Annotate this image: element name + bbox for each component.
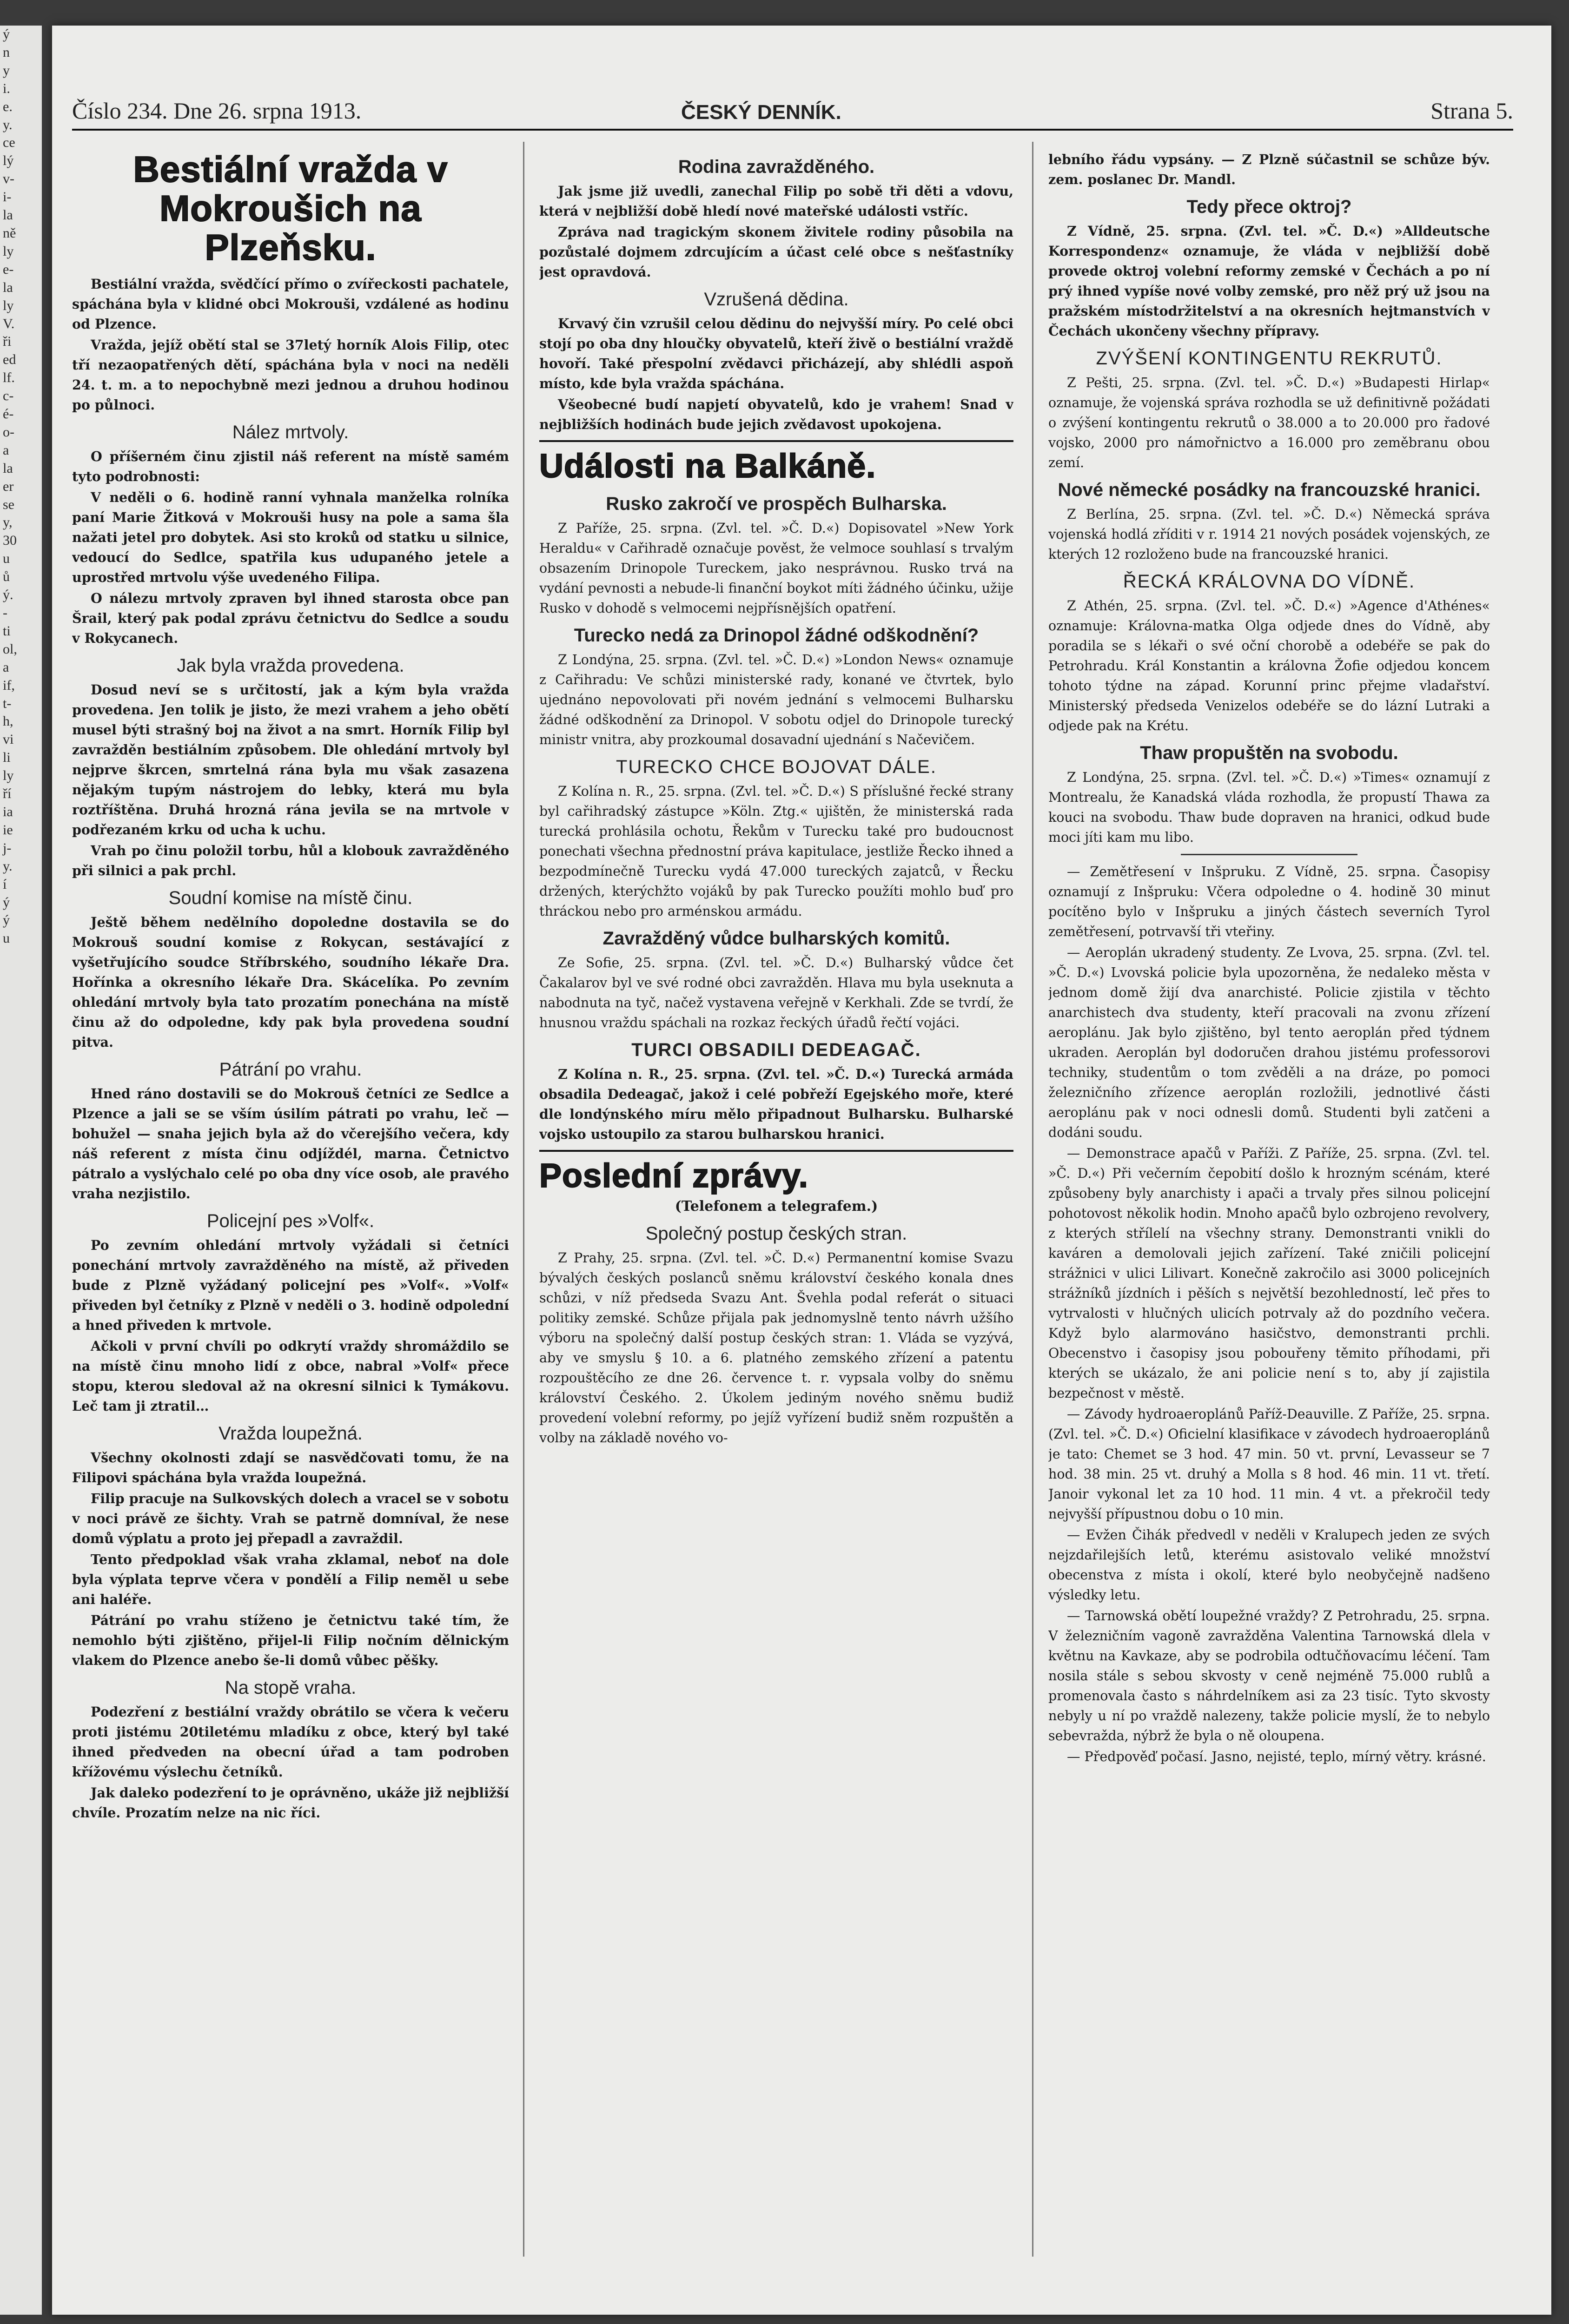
strip-fragment: ří <box>3 786 12 802</box>
strip-fragment: if, <box>3 677 15 693</box>
subheading: Nález mrtvoly. <box>232 422 349 442</box>
strip-fragment: í <box>3 876 7 892</box>
column-3 <box>1048 150 1490 2274</box>
paragraph: Vražda, jejíž obětí stal se 37letý horník Alois Filip, otec tří nezaopatřených dětí, spáchána byla v noci na neděli 24. t. m. a to nepochybně mezi jednou a druhou hodinou po půlnoci. <box>72 337 509 413</box>
paragraph: Hned ráno dostavili se do Mokrouš četníci ze Sedlce a Plzence a jali se se vším úsilím pátrati po vrahu, leč — bohužel — snaha jejich byla až do včerejšího večera, kdy náš referent z místa činu odjíždél, marna. Četnictvo pátralo a vyslýchalo celé po oba dny více osob, ale pravého vraha nezjistilo. <box>72 1086 509 1202</box>
subheading: Společný postup českých stran. <box>645 1223 907 1244</box>
paragraph: Z Vídně, 25. srpna. (Zvl. tel. »Č. D.«) »Alldeutsche Korrespondenz« oznamuje, že vláda v nejbližší době provede oktroj volební reformy zemské v Čechách a po ní prý ihned vypíše nové volby zemské, pro něž prý už jsou na pražském místodržitelství a na okresních hejtmanstvích v Čechách ukončeny všechny přípravy. <box>1048 223 1490 339</box>
subheading: Turecko nedá za Drinopol žádné odškodnění? <box>574 625 979 646</box>
column-rule <box>523 142 524 2257</box>
section-title-balkan: Události na Balkáně. <box>539 440 1013 487</box>
strip-fragment: ů <box>3 569 10 585</box>
strip-fragment: y, <box>3 515 13 530</box>
subheading: Na stopě vraha. <box>225 1677 357 1698</box>
strip-fragment: i- <box>3 189 12 205</box>
strip-fragment: lf. <box>3 370 15 386</box>
divider <box>1181 854 1357 855</box>
paragraph: Po zevním ohledání mrtvoly vyžádali si četníci ponechání mrtvoly zavražděného na místě, až přiveden bude z Plzně vyžádaný policejní pes »Volf«. »Volf« přiveden byl četníky z Plzně v neděli o 3. hodině odpolední a hned přiveden k mrtvole. <box>72 1237 509 1333</box>
subheading: Rusko zakročí ve prospěch Bulharska. <box>606 494 947 514</box>
strip-fragment: e- <box>3 261 14 277</box>
column-1 <box>72 150 509 2274</box>
strip-fragment: vi <box>3 732 14 747</box>
paragraph: V neděli o 6. hodině ranní vyhnala manželka rolníka paní Marie Žitková v Mokrouši husy na pole a sama šla nažati jetel pro dobytek. Asi sto kroků od statku u silnice, vedoucí do Sedlce, spatřila kus udupaného jetele a uprostřed mrtvolu výše uvedeného Filipa. <box>72 489 509 585</box>
strip-fragment: o- <box>3 424 14 440</box>
subheading: TURCI OBSADILI DEDEAGAČ. <box>631 1040 921 1060</box>
strip-fragment: 30 <box>3 533 17 548</box>
paragraph: Všechny okolnosti zdají se nasvědčovati tomu, že na Filipovi spáchána byla vražda loupežná. <box>72 1450 509 1486</box>
news-brief: — Evžen Čihák předvedl v neděli v Kralupech jeden ze svých nejzdařilejších letů, kterému asistovalo veliké množství obecenstva z místa i okolí, které bylo neobyčejně nadšeno výsledky letu. <box>1048 1527 1490 1603</box>
subheading: Vražda loupežná. <box>218 1423 363 1444</box>
subheading: ŘECKÁ KRÁLOVNA DO VÍDNĚ. <box>1123 571 1416 592</box>
column-2 <box>539 150 1013 2274</box>
strip-fragment: la <box>3 279 13 295</box>
subheading: Tedy přece oktroj? <box>1186 197 1352 217</box>
paragraph: lebního řádu vypsány. — Z Plzně súčastnil se schůze býv. zem. poslanec Dr. Mandl. <box>1048 152 1490 187</box>
strip-fragment: se <box>3 496 14 512</box>
strip-fragment: i. <box>3 80 10 96</box>
strip-fragment: - <box>3 605 7 621</box>
paragraph: Z Londýna, 25. srpna. (Zvl. tel. »Č. D.«) »London News« oznamuje z Cařihradu: Ve schůzi ministerské rady, konané ve čtvrtek, bylo ujednáno nepovolovati při novém jednání s velmocemi Bulharsku žádné odškodnění za Drinopol. V sobotu odjel do Drinopole turecký ministr vnitra, aby prozkoumal dosavadní ujednání s Načevičem. <box>539 652 1013 747</box>
strip-fragment: ly <box>3 297 14 313</box>
paragraph: O nálezu mrtvoly zpraven byl ihned starosta obce pan Šrail, který pak podal zprávu četnictvu do Sedlce a soudu v Rokycanech. <box>72 590 509 646</box>
masthead: ČESKÝ DENNÍK. <box>681 101 841 124</box>
paragraph: Jak daleko podezření to je oprávněno, ukáže již nejbližší chvíle. Prozatím nelze na nic říci. <box>72 1785 509 1821</box>
subheading: Pátrání po vrahu. <box>219 1059 362 1080</box>
strip-fragment: lý <box>3 153 14 169</box>
strip-fragment: ý <box>3 894 10 910</box>
news-brief: — Demonstrace apačů v Paříži. Z Paříže, 25. srpna. (Zvl. tel. »Č. D.«) Při večerním čepobití došlo k hrozným scénám, které způsobeny byly anarchisty i apači a trvaly přes silnou policejní pohotovost několik hodin. Mnoho apačů bylo ozbrojeno revolvery, z kterých střílelí na všechny strany. Demonstranti vnikli do kaváren a demolovali jejich zařízení. Také zničili policejní strážnici v ulici Lilivart. Konečně zakročilo asi 3000 policejních strážníků jízdních i pěších s největší bezohledností, leč přes to vytrvalosti v hlučných ulicích potrvaly až do pozdního večera. Když bylo alarmováno hasičstvo, demonstranti prchli. Obecenstvo i časopisy jsou pobouřeny těmito příhodami, při kterých se ukázalo, že ani policie není s to, aby jí zajistila bezpečnost v městě. <box>1048 1146 1490 1401</box>
paragraph: Z Kolína n. R., 25. srpna. (Zvl. tel. »Č. D.«) S příslušné řecké strany byl cařihradský zástupce »Köln. Ztg.« ujištěn, že ministerská rada turecká prohlásila ochotu, Řekům v Turecku také pro budoucnost ponechati všechna přednostní práva kapitulace, jestliže Řecko ihned a bezpodmínečně Turecku vydá 47.000 tureckých zajatců, v Řecku držených, kterýchžto vojáků by pak Turecko použíti mohlo buď pro thráckou nebo pro arménskou armádu. <box>539 784 1013 919</box>
strip-fragment: é- <box>3 406 14 422</box>
paragraph: Zpráva nad tragickým skonem živitele rodiny působila na pozůstalé dojmem zdrcujícím a účast celé obce s nešťastníky jest opravdová. <box>539 224 1013 280</box>
strip-fragment: ol, <box>3 641 17 657</box>
paragraph: Dosud neví se s určitostí, jak a kým byla vražda provedena. Jen tolik je jisto, že mezi vrahem a jeho obětí musel býti strašný boj na život a na smrt. Horník Filip byl zavražděn bestiálním způsobem. Dle ohledání mrtvoly byl nejprve škrcen, smrtelná rána byla mu však zasazena nějakým tupým nástrojem do lebky, která mu byla roztříštěna. Druhá hrozná rána jevila se na mrtvole v podřezaném krku od ucha k uchu. <box>72 682 509 838</box>
column-rule <box>1032 142 1033 2257</box>
section-subtitle: (Telefonem a telegrafem.) <box>675 1198 878 1215</box>
paragraph: Ačkoli v první chvíli po odkrytí vraždy shromáždilo se na místě činu mnoho lidí z obce, nabral »Volf« přece stopu, kterou sledoval až na okresní silnici k Tymákovu. Leč tam ji ztratil… <box>72 1338 509 1414</box>
paragraph: Z Kolína n. R., 25. srpna. (Zvl. tel. »Č. D.«) Turecká armáda obsadila Dedeagač, jakož i celé pobřeží Egejského moře, které dle londýnského míru mělo připadnout Bulharsku. Bulharské vojsko ustoupilo za starou bulharskou hranici. <box>539 1066 1013 1142</box>
strip-fragment: y. <box>3 117 13 132</box>
paragraph: Z Athén, 25. srpna. (Zvl. tel. »Č. D.«) »Agence d'Athénes« oznamuje: Královna-matka Olga odjede dnes do Vídně, aby poradila se s lékaři o své oční chorobě a odebéře se pak do Petrohradu. Král Konstantin a královna Žofie odjedou koncem tohoto týdne na západ. Korunní princ přejme vladařství. Ministerský předseda Venizelos odebéře se do lázní Lutraki a odjede pak na Krétu. <box>1048 598 1490 733</box>
subheading: Jak byla vražda provedena. <box>177 655 404 676</box>
issue-date: Číslo 234. Dne 26. srpna 1913. <box>72 98 362 124</box>
subheading: Vzrušená dědina. <box>704 289 849 310</box>
strip-fragment: h, <box>3 713 13 729</box>
page-number: Strana 5. <box>1430 98 1513 124</box>
news-brief: — Tarnowská obětí loupežné vraždy? Z Petrohradu, 25. srpna. V železničním vagoně zavražděna Valentina Tarnowská dlela v květnu na Kavkaze, aby se podrobila odtučňovacímu léčení. Tam nosila stále s sebou skvosty v ceně nejméně 75.000 rublů a promenovala často s náhrdelníkem asi za 23 tisíc. Tyto skvosty nebyly u ní po vraždě nalezeny, takže policie myslí, že to nebylo sebevražda, nýbrž že byla o ně oloupena. <box>1048 1608 1490 1743</box>
strip-fragment: ti <box>3 623 11 639</box>
paragraph: Podezření z bestiální vraždy obrátilo se včera k večeru proti jistému 20tiletému mladíku z obce, který byl také ihned předveden na obecní úřad a tam podroben křížovému výslechu četníků. <box>72 1704 509 1780</box>
strip-fragment: la <box>3 207 13 223</box>
news-brief: — Závody hydroaeroplánů Paříž-Deauville. Z Paříže, 25. srpna. (Zvl. tel. »Č. D.«) Oficielní klasifikace v závodech hydroaeroplánů je tato: Chemet se 3 hod. 47 min. 50 vt. první, Levasseur se 7 hod. 38 min. 25 vt. druhý a Molla s 8 hod. 46 min. 11 vt. třetí. Janoir vykonal let za 10 hod. 11 min. 4 vt. a překročil tedy nejvyšší přípustnou dobu o 10 min. <box>1048 1406 1490 1522</box>
subheading: Policejní pes »Volf«. <box>206 1211 375 1231</box>
subheading: TURECKO CHCE BOJOVAT DÁLE. <box>616 757 937 777</box>
paragraph: Krvavý čin vzrušil celou dědinu do nejvyšší míry. Po celé obci stojí po oba dny hloučky obyvatelů, kteří živě o bestiální vraždě hovoří. Také přespolní zvědavci přicházejí, aby shlédli aspoň místo, kde byla vražda spáchána. <box>539 316 1013 391</box>
paragraph: Z Paříže, 25. srpna. (Zvl. tel. »Č. D.«) Dopisovatel »New York Heraldu« v Cařihradě označuje pověst, že velmoce souhlasí s trvalým obsazením Drinopole Tureckem, jako nesprávnou. Rusko trvá na vydání pevnosti a nebude-li finanční boykot míti žádného účinku, užije Rusko v dohodě s velmocemi nejpřísnějších opatření. <box>539 521 1013 616</box>
subheading: ZVÝŠENÍ KONTINGENTU REKRUTŮ. <box>1096 348 1443 369</box>
strip-fragment: li <box>3 750 11 766</box>
strip-fragment: u <box>3 931 10 946</box>
paragraph: Tento předpoklad však vraha zklamal, neboť na dole byla výplata teprve včera v pondělí a Filip neměl u sebe ani haléře. <box>72 1552 509 1607</box>
strip-fragment: ly <box>3 768 14 784</box>
strip-fragment: e. <box>3 99 13 114</box>
strip-fragment: ři <box>3 334 12 350</box>
strip-fragment: j- <box>3 840 12 856</box>
page-header <box>72 90 1513 131</box>
paragraph: Filip pracuje na Sulkovských dolech a vracel se v sobotu v noci právě ze šichty. Vrah se patrně domníval, že nese domů výplatu a proto jej přepadl a zavraždil. <box>72 1491 509 1546</box>
strip-fragment: ý <box>3 912 10 928</box>
paragraph: Z Prahy, 25. srpna. (Zvl. tel. »Č. D.«) Permanentní komise Svazu bývalých českých poslanců sněmu království českého konala dnes schůzi, v níž předseda Svazu Ant. Švehla podal referát o situaci politiky zemské. Schůze přijala pak jednomyslně tento návrh užšího výboru na společný další postup českých stran: 1. Vláda se vyzývá, aby ve smyslu § 10. a 6. platného zemského zřízení a patentu rozpouštěcího ze dne 26. července t. r. vypsala volby do sněmu království Českého. 2. Úkolem jediným nového sněmu budiž provedení volební reformy, po jejíž vyřízení budiž sněm rozpuštěn a volby na základě nového vo- <box>539 1250 1013 1446</box>
paragraph: Vrah po činu položil torbu, hůl a klobouk zavražděného při silnici a pak prchl. <box>72 843 509 878</box>
paragraph: Bestiální vražda, svědčící přímo o zvířeckosti pachatele, spáchána byla v klidné obci Mokrouši, vzdálené as hodinu od Plzence. <box>72 276 509 332</box>
strip-fragment: y <box>3 62 10 78</box>
news-brief: — Předpověď počasí. Jasno, nejisté, teplo, mírný větry. krásné. <box>1067 1749 1486 1764</box>
news-brief: — Zemětřesení v Inšpruku. Z Vídně, 25. srpna. Časopisy oznamují z Inšpruku: Včera odpoledne o 4. hodině 30 minut pocítěno bylo v Inšpruku a jiných částech severních Tyrol zemětřesení, potrvavší tři vteřiny. <box>1048 864 1490 939</box>
strip-fragment: a <box>3 442 9 458</box>
strip-fragment: er <box>3 478 14 494</box>
strip-fragment: u <box>3 551 10 567</box>
subheading: Rodina zavražděného. <box>678 157 875 177</box>
news-brief: — Aeroplán ukradený studenty. Ze Lvova, 25. srpna. (Zvl. tel. »Č. D.«) Lvovská policie byla upozorněna, že nedaleko města v jednom domě žijí dva anarchisté. Policie zjistila v těchto anarchistech dva studenty, kteří pracovali na zvonu zřízení aeroplánu. Jak bylo zjištěno, byl tento aeroplán před týdnem ukraden. Aeroplán byl dodoručen drahou jistému professorovi techniky, studentům o tom zvěděli a na dráze, po pomoci železničního zřízence aeroplán rozložili, jednotlivé části aeroplánu pak v noci odnesli domů. Studenti byli zatčeni a dodáni soudu. <box>1048 945 1490 1140</box>
article-title-murder: Bestiální vražda v Mokroušich na Plzeňsku. <box>133 150 448 268</box>
section-title-latest-news: Poslední zprávy. <box>539 1150 1013 1196</box>
strip-fragment: t- <box>3 695 12 711</box>
strip-fragment: ed <box>3 352 16 368</box>
strip-fragment: v- <box>3 171 14 187</box>
paragraph: Pátrání po vrahu stíženo je četnictvu také tím, že nemohlo býti zjištěno, přijel-li Filip nočním dělnickým vlakem do Plzence anebo še-li domů vůbec pěšky. <box>72 1612 509 1668</box>
subheading: Zavražděný vůdce bulharských komitů. <box>602 928 950 949</box>
strip-fragment: ý <box>3 26 10 42</box>
paragraph: Z Londýna, 25. srpna. (Zvl. tel. »Č. D.«) »Times« oznamují z Montrealu, že Kanadská vláda rozhodla, že propustí Thawa za kouci na svobodu. Thaw bude dopraven na hranici, odkud bude moci jíti kam mu libo. <box>1048 770 1490 845</box>
strip-fragment: ce <box>3 135 15 151</box>
strip-fragment: ly <box>3 243 14 259</box>
subheading: Soudní komise na místě činu. <box>168 888 413 908</box>
strip-fragment: V. <box>3 316 15 331</box>
strip-fragment: ia <box>3 804 13 819</box>
paragraph: Všeobecné budí napjetí obyvatelů, kdo je vrahem! Snad v nejbližších hodinách bude jejich zvědavost upokojena. <box>539 396 1013 432</box>
strip-fragment: ně <box>3 225 16 241</box>
strip-fragment: la <box>3 460 13 476</box>
strip-fragment: ie <box>3 822 13 838</box>
subheading: Thaw propuštěn na svobodu. <box>1140 743 1398 763</box>
subheading: Nové německé posádky na francouzské hranici. <box>1058 480 1481 500</box>
strip-fragment: c- <box>3 388 14 404</box>
paragraph: Jak jsme již uvedli, zanechal Filip po sobě tři děti a vdovu, která v nejbližší době hledí nové mateřské události vstříc. <box>539 183 1013 219</box>
paragraph: Z Berlína, 25. srpna. (Zvl. tel. »Č. D.«) Německá správa vojenská hodlá zříditi v r. 1914 21 nových posádek vojenských, ze kterých 12 rozloženo bude na francouzské hranici. <box>1048 507 1490 562</box>
strip-fragment: y. <box>3 858 13 874</box>
paragraph: Ještě během nedělního dopoledne dostavila se do Mokrouš soudní komise z Rokycan, sestávající z vyšetřujícího soudce Stříbrského, soudního lékaře Dra. Hořínka a okresního lékaře Dra. Skácelíka. Po zevním ohledání mrtvoly byla tato prozatím ponechána na místě činu až do odpoledne, kdy pak byla provedena soudní pitva. <box>72 914 509 1050</box>
strip-fragment: ý. <box>3 587 13 603</box>
paragraph: Ze Sofie, 25. srpna. (Zvl. tel. »Č. D.«) Bulharský vůdce čet Čakalarov byl ve své rodné obci zavražděn. Hlava mu byla useknuta a nabodnuta na tyč, načež vystavena veřejně v Kerkhali. Zde se tvrdí, že hnusnou vraždu spáchali na rozkaz řeckých úřadů řečtí vojáci. <box>539 955 1013 1030</box>
paragraph: Z Pešti, 25. srpna. (Zvl. tel. »Č. D.«) »Budapesti Hirlap« oznamuje, že vojenská správa rozhodla se už definitivně požádati o zvýšení kontingentu rekrutů o 38.000 a to 20.000 pro řadové vojsko, 2000 pro námořnictvo a 16.000 pro zeměbranu obou zemí. <box>1048 375 1490 470</box>
strip-fragment: a <box>3 659 9 675</box>
paragraph: O příšerném činu zjistil náš referent na místě samém tyto podrobnosti: <box>72 449 509 484</box>
adjacent-page-strip <box>0 26 42 2315</box>
strip-fragment: n <box>3 44 10 60</box>
